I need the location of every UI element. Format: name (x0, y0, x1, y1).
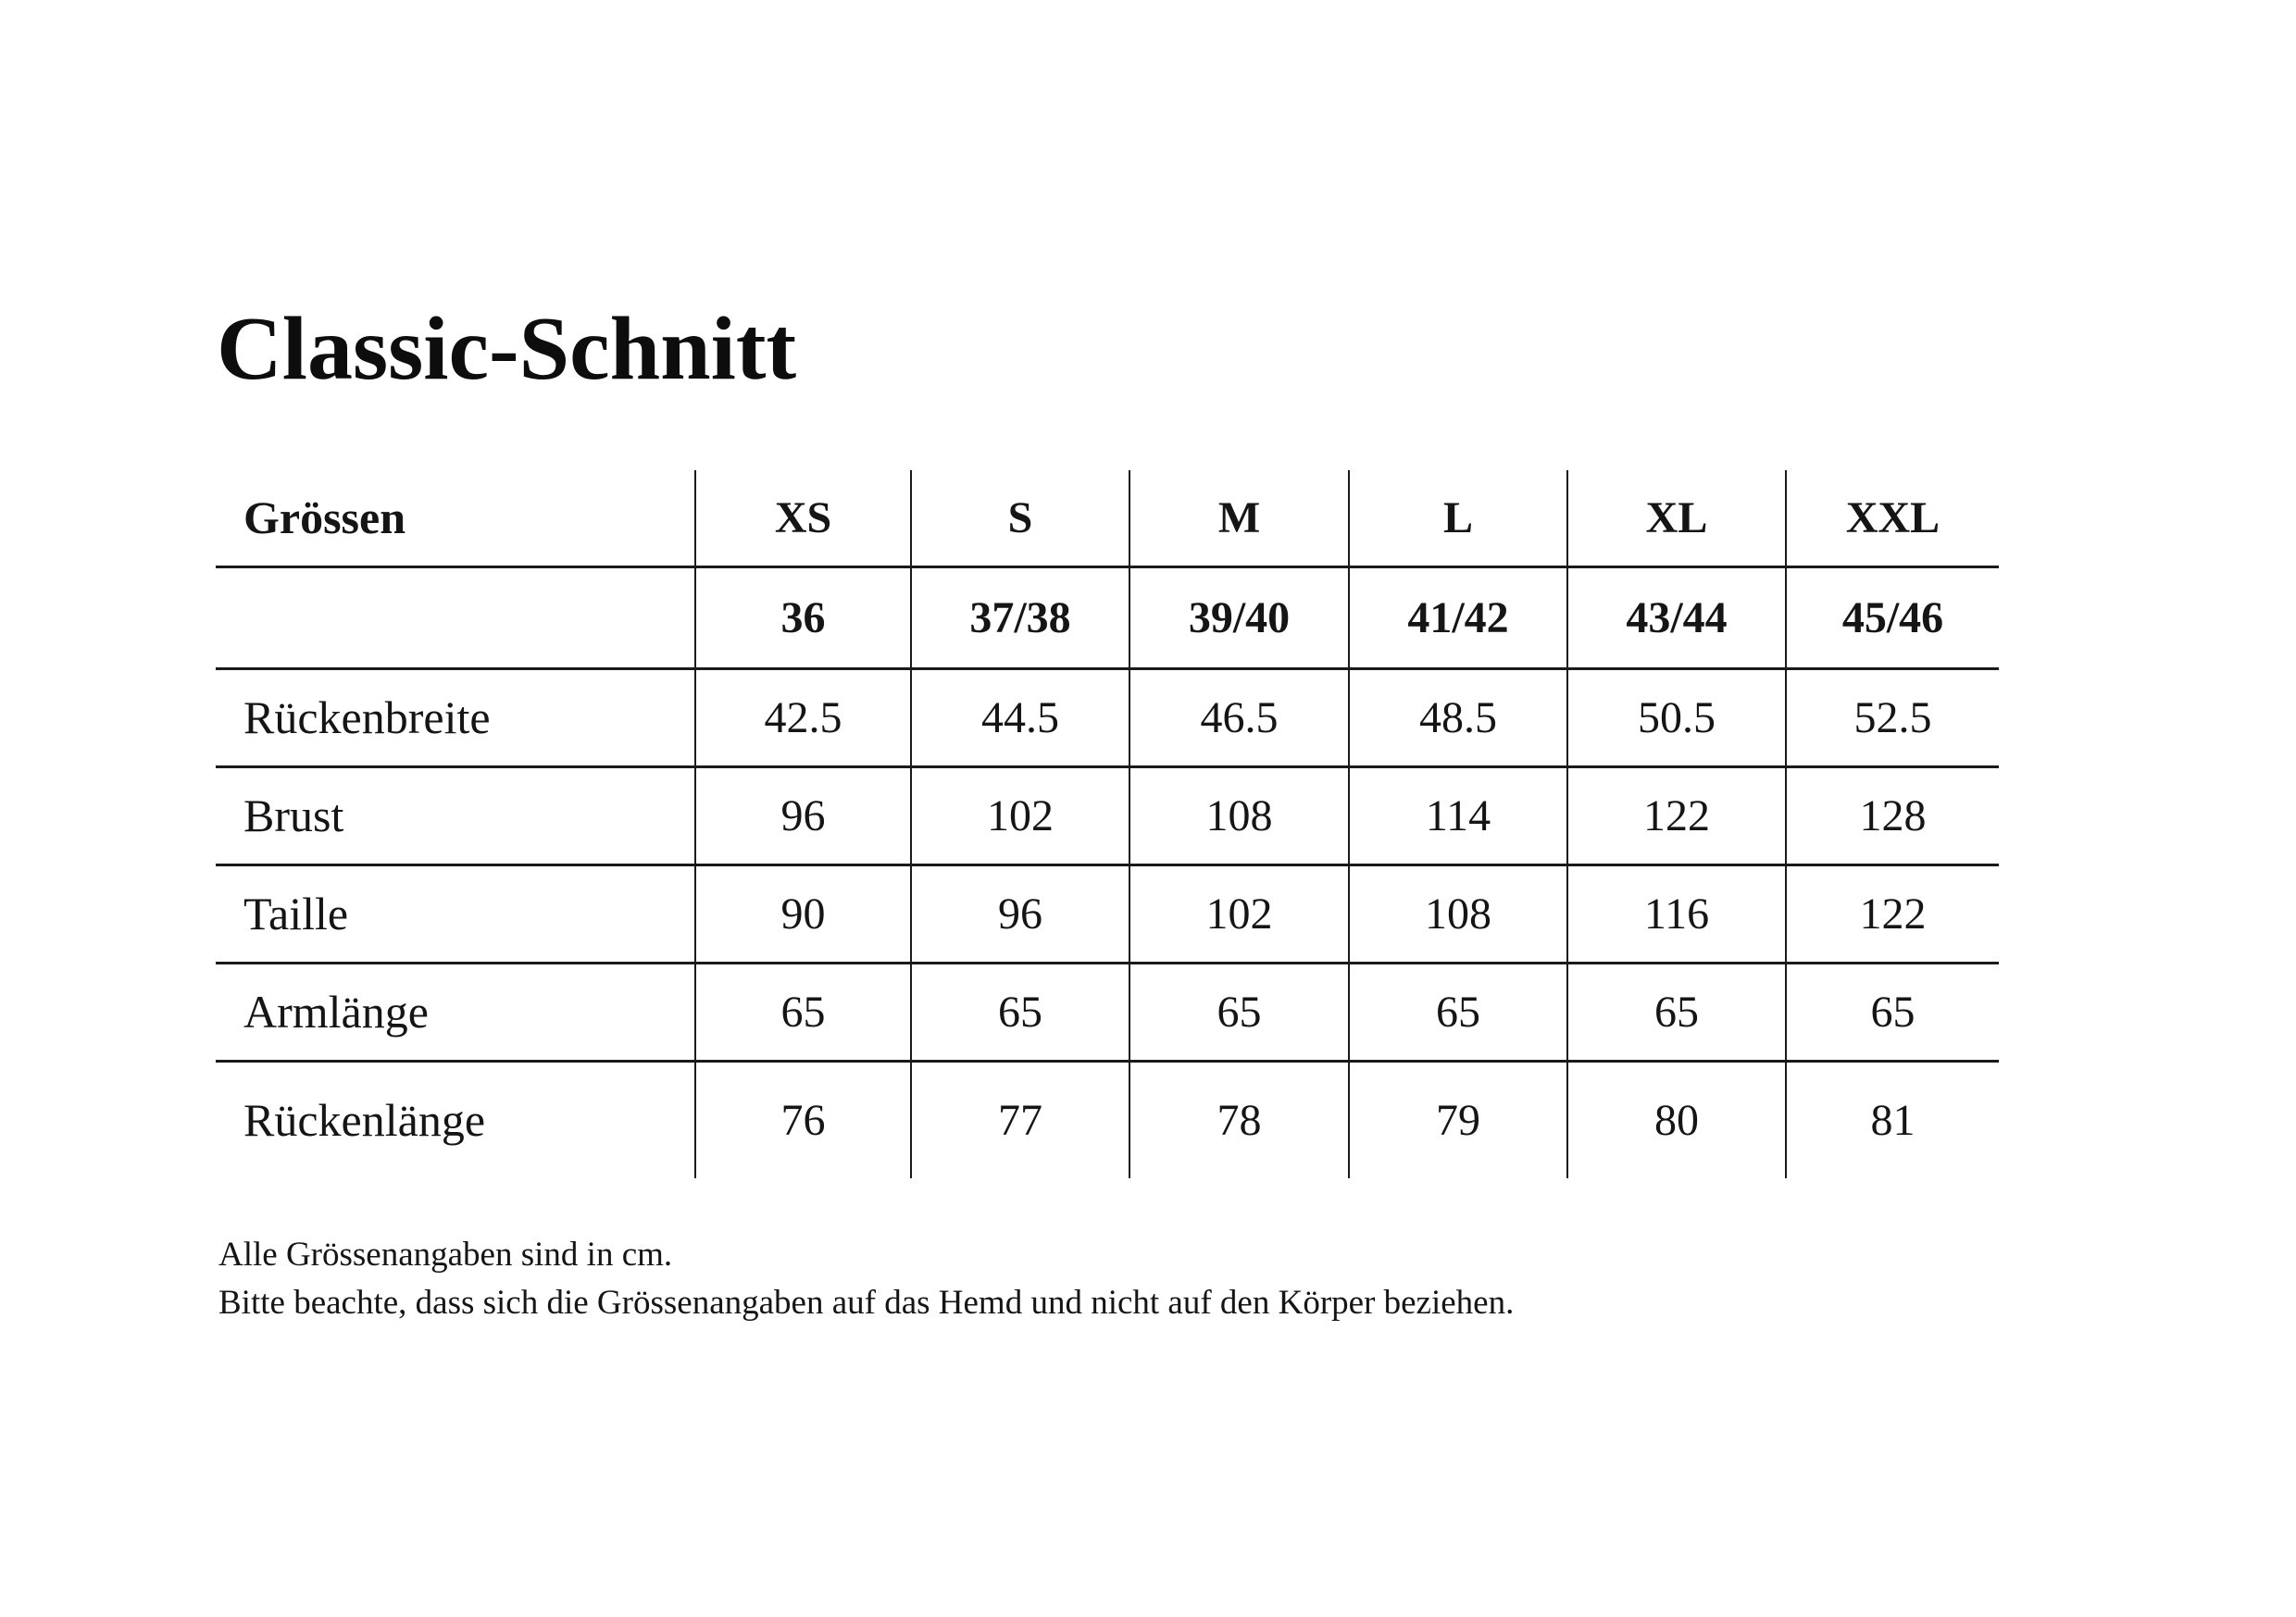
size-numbers-row (216, 566, 1999, 668)
cell-brust-s: 102 (911, 766, 1129, 864)
cell-armlaenge-xl: 65 (1567, 963, 1786, 1061)
table-row-rueckenlaenge (216, 1061, 1999, 1178)
cell-rueckenbreite-l: 48.5 (1349, 668, 1567, 766)
size-number-xs: 36 (695, 566, 911, 668)
column-header-xxl: XXL (1786, 470, 1999, 566)
row-label-taille: Taille (216, 864, 695, 963)
cell-armlaenge-m: 65 (1129, 963, 1349, 1061)
column-header-m: M (1129, 470, 1349, 566)
cell-rueckenbreite-xl: 50.5 (1567, 668, 1786, 766)
row-label-rueckenlaenge: Rückenlänge (216, 1061, 695, 1178)
cell-rueckenbreite-s: 44.5 (911, 668, 1129, 766)
column-header-xl: XL (1567, 470, 1786, 566)
table-row-armlaenge (216, 963, 1999, 1061)
cell-taille-xl: 116 (1567, 864, 1786, 963)
footnote-measurement-disclaimer: Bitte beachte, dass sich die Grössenangaben auf das Hemd und nicht auf den Körper beziehen. (218, 1284, 1515, 1322)
column-header-l: L (1349, 470, 1567, 566)
table-row-rueckenbreite (216, 668, 1999, 766)
empty-cell (216, 566, 695, 668)
cell-brust-m: 108 (1129, 766, 1349, 864)
size-number-xl: 43/44 (1567, 566, 1786, 668)
footnote-units: Alle Grössenangaben sind in cm. (218, 1236, 673, 1274)
size-number-xxl: 45/46 (1786, 566, 1999, 668)
cell-rueckenlaenge-xl: 80 (1567, 1061, 1786, 1178)
cell-rueckenbreite-m: 46.5 (1129, 668, 1349, 766)
cell-rueckenlaenge-xs: 76 (695, 1061, 911, 1178)
cell-armlaenge-l: 65 (1349, 963, 1567, 1061)
size-number-s: 37/38 (911, 566, 1129, 668)
column-header-s: S (911, 470, 1129, 566)
cell-taille-s: 96 (911, 864, 1129, 963)
footnotes (218, 1231, 1514, 1327)
cell-taille-m: 102 (1129, 864, 1349, 963)
cell-taille-xxl: 122 (1786, 864, 1999, 963)
cell-rueckenlaenge-xxl: 81 (1870, 1095, 1915, 1145)
cell-taille-l: 108 (1349, 864, 1567, 963)
cell-armlaenge-s: 65 (911, 963, 1129, 1061)
cell-brust-xl: 122 (1567, 766, 1786, 864)
cell-armlaenge-xxl: 65 (1786, 963, 1999, 1061)
cell-brust-xxl: 128 (1786, 766, 1999, 864)
cell-brust-l: 114 (1349, 766, 1567, 864)
row-label-armlaenge: Armlänge (216, 963, 695, 1061)
cell-rueckenlaenge-s: 77 (911, 1061, 1129, 1178)
table-row-brust (216, 766, 1999, 864)
column-header-groessen: Grössen (216, 470, 695, 566)
cell-rueckenlaenge-m: 78 (1129, 1061, 1349, 1178)
size-chart-table (216, 470, 1999, 1178)
row-label-brust: Brust (216, 766, 695, 864)
column-header-xs: XS (695, 470, 911, 566)
cell-taille-xs: 90 (695, 864, 911, 963)
cell-armlaenge-xs: 65 (695, 963, 911, 1061)
row-label-rueckenbreite: Rückenbreite (216, 668, 695, 766)
cell-rueckenbreite-xxl: 52.5 (1786, 668, 1999, 766)
size-number-m: 39/40 (1129, 566, 1349, 668)
cell-brust-xs: 96 (695, 766, 911, 864)
size-number-l: 41/42 (1349, 566, 1567, 668)
page-title: Classic-Schnitt (217, 298, 797, 399)
table-row-taille (216, 864, 1999, 963)
table-header-row (216, 470, 1999, 566)
cell-rueckenlaenge-l: 79 (1349, 1061, 1567, 1178)
cell-rueckenbreite-xs: 42.5 (695, 668, 911, 766)
